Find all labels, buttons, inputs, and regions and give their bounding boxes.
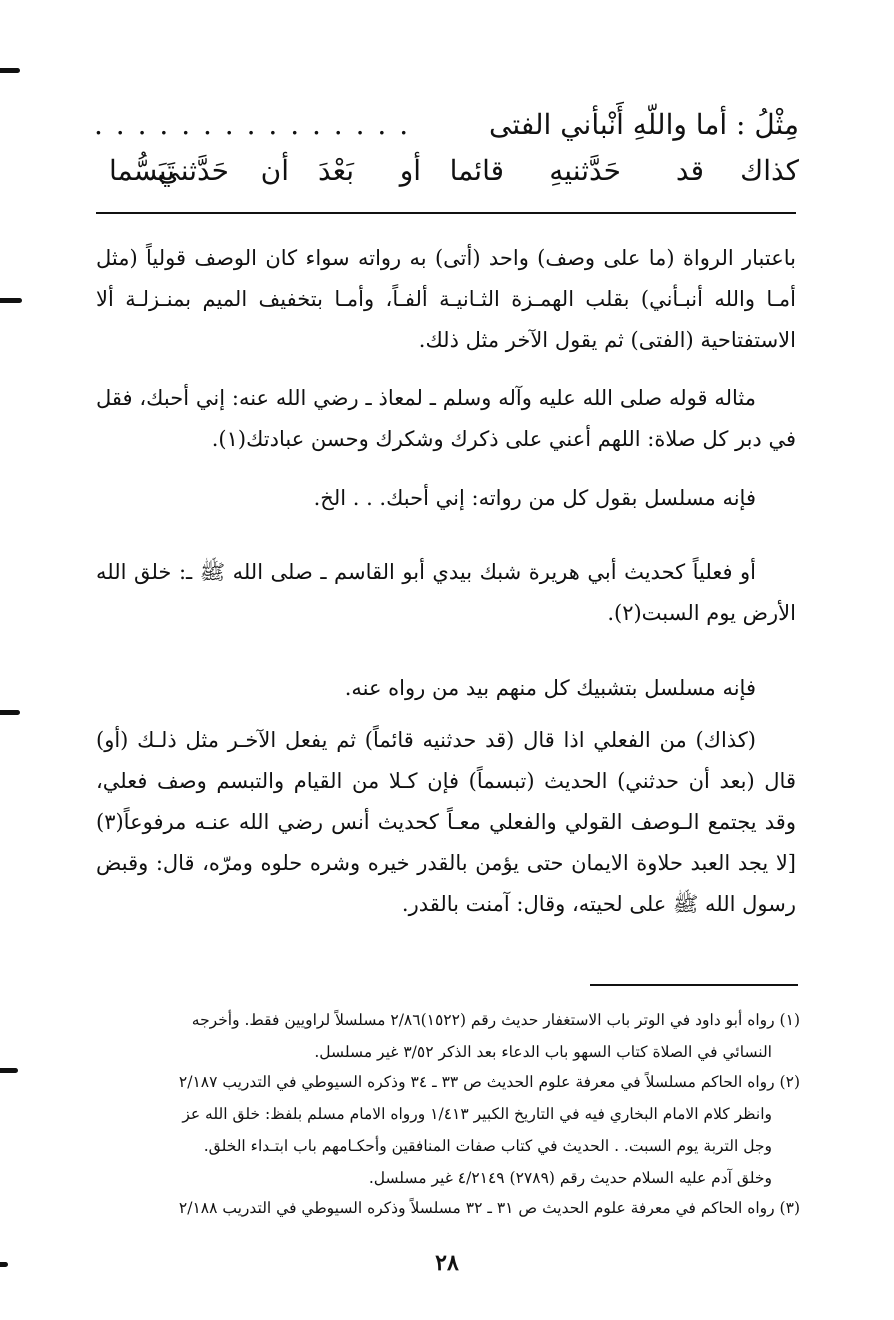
verse-divider: [96, 212, 796, 214]
verse-word: قد: [675, 154, 704, 187]
verse-word: قائما: [449, 154, 504, 187]
footnote-line: (١) رواه أبو داود في الوتر باب الاستغفار حديث رقم (١٥٢٢)٢/٨٦ مسلسلاً لراويين فقط. وأخرجه: [191, 1011, 800, 1029]
verse-word: حَدَّثنيهِ: [549, 154, 621, 187]
verse-word: بَعْدَ: [318, 154, 354, 187]
scan-edge-mark: [0, 1068, 18, 1073]
verse-word: أن: [260, 154, 289, 187]
paragraph: مثاله قوله صلى الله عليه وآله وسلم ـ لمعاذ ـ رضي الله عنه: إني أحبك، فقل في دبر كل صلاة: اللهم أعني على ذكرك وشكرك وحسن عبادتك(١).: [96, 386, 796, 451]
verse-line-1: [94, 100, 799, 150]
footnote-line: (٣) رواه الحاكم في معرفة علوم الحديث ص ٣١ ـ ٣٢ مسلسلاً وذكره السيوطي في التدريب ٢/١٨٨: [178, 1199, 800, 1217]
footnote-3: [96, 1192, 800, 1224]
paragraph: باعتبار الرواة (ما على وصف) واحد (أتى) به رواته سواء كان الوصف قولياً (مثل أمـا والله أنبـأني) بقلب الهمـزة الثـانيـة ألفـاً، وأمـا بتخفيف الميم بمنـزلـة ألا الاستفتاحية (الفتى) ثم يقول الآخر مثل ذلك.: [96, 246, 796, 352]
verse-word: كذاك: [740, 154, 799, 187]
page-number: ٢٨: [435, 1250, 459, 1276]
footnote-2: [96, 1066, 800, 1194]
verse-line-1-text: مِثْلُ : أما واللّهِ أَنْبأني الفتى: [489, 108, 799, 141]
footnote-1: [96, 1004, 800, 1068]
verse-line-2: [94, 146, 799, 196]
paragraph: أو فعلياً كحديث أبي هريرة شبك بيدي أبو القاسم ـ صلى الله ﷺ ـ: خلق الله الأرض يوم السبت(٢).: [96, 560, 796, 625]
paragraph: فإنه مسلسل بتشبيك كل منهم بيد من رواه عنه.: [344, 676, 756, 700]
footnote-line: النسائي في الصلاة كتاب السهو باب الدعاء بعد الذكر ٣/٥٢ غير مسلسل.: [314, 1043, 772, 1061]
scan-edge-mark: [0, 68, 20, 73]
footnote-line: وانظر كلام الامام البخاري فيه في التاريخ الكبير ١/٤١٣ ورواه الامام مسلم بلفظ: خلق الله عز: [182, 1105, 772, 1123]
paragraph: (كذاك) من الفعلي اذا قال (قد حدثنيه قائماً) ثم يفعل الآخـر مثل ذلـك (أو) قال (بعد أن حدثني) الحديث (تبسماً) فإن كـلا من القيام والتبسم وصف فعلي، وقد يجتمع الـوصف القولي والفعلي معـاً كحديث أنس رضي الله عنـه مرفوعاً(٣) [لا يجد العبد حلاوة الايمان حتى يؤمن بالقدر خيره وشره حلوه ومرّه، قال: وقبض رسول الله ﷺ على لحيته، وقال: آمنت بالقدر.: [96, 728, 796, 916]
scan-edge-mark: [0, 710, 20, 715]
verse-word: تَبَسُّما: [109, 154, 175, 187]
verse-line-1-dots: . . . . . . . . . . . . . . .: [94, 108, 411, 141]
footnote-line: (٢) رواه الحاكم مسلسلاً في معرفة علوم الحديث ص ٣٣ ـ ٣٤ وذكره السيوطي في التدريب ٢/١٨٧: [178, 1073, 800, 1091]
footnote-line: وخلق آدم عليه السلام حديث رقم (٢٧٨٩) ٤/٢١٤٩ غير مسلسل.: [368, 1169, 772, 1187]
verse-word: أو: [399, 154, 421, 187]
scan-edge-mark: [0, 298, 22, 303]
footnote-divider: [590, 984, 798, 986]
footnote-line: وجل التربة يوم السبت. . الحديث في كتاب صفات المنافقين وأحكـامهم باب ابتـداء الخلق.: [203, 1137, 772, 1155]
verse-word: حَدَّثني: [157, 154, 229, 187]
paragraph: فإنه مسلسل بقول كل من رواته: إني أحبك. . . الخ.: [313, 486, 756, 510]
